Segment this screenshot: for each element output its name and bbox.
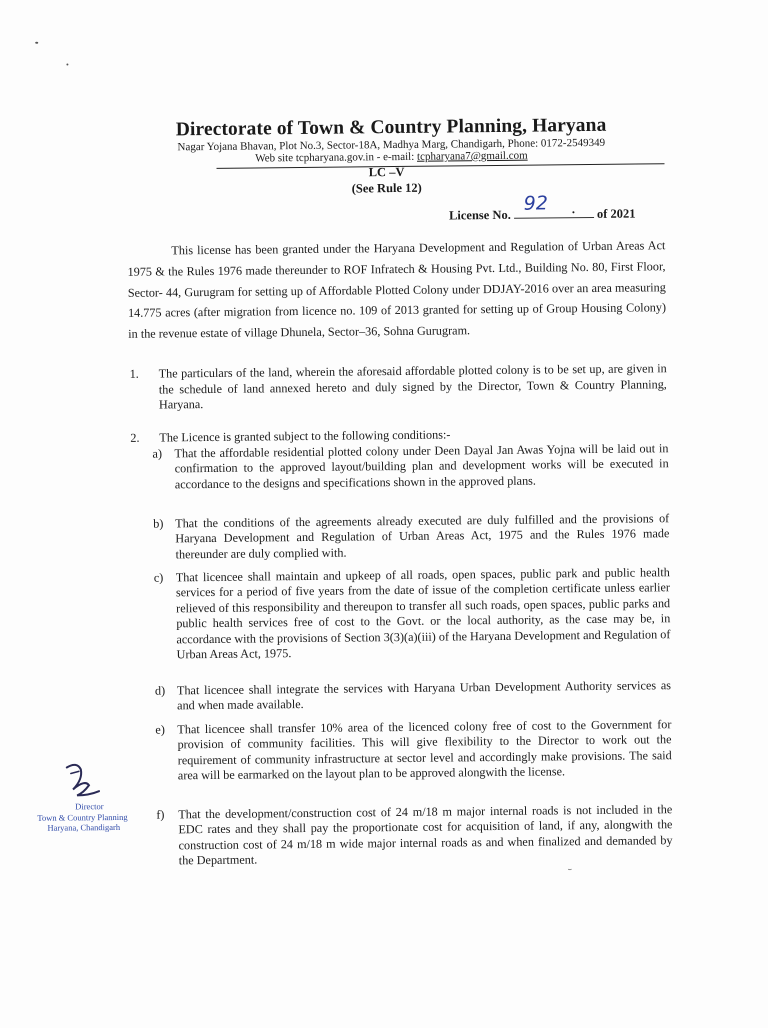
condition-label: c): [153, 570, 164, 585]
intro-paragraph: [127, 235, 666, 345]
license-year: of 2021: [596, 206, 636, 221]
stamp-location: Haryana, Chandigarh: [47, 821, 121, 833]
condition-label: a): [152, 446, 163, 461]
form-name: LC –V: [368, 164, 405, 180]
item-text: The Licence is granted subject to the following conditions:-: [159, 427, 451, 445]
page-title: Directorate of Town & Country Planning, Haryana: [175, 114, 607, 141]
condition-text: That the affordable residential plotted colony under Deen Dayal Jan Awas Yojna will be laid out in confirmation to the approved layout/building plan and development works will be executed in accordance to the designs and specifications shown in the approved plans.: [174, 441, 669, 492]
item-number: 2.: [130, 430, 140, 445]
email-link[interactable]: tcpharyana7@gmail.com: [416, 149, 528, 163]
license-number-field: [514, 192, 594, 219]
stamp-department: Town & Country Planning: [37, 811, 128, 823]
condition-label: e): [155, 722, 165, 737]
condition-text: That the development/construction cost of 24 m/18 m major internal roads is not included in the EDC rates and they shall pay the proportionate cost for acquisition of land, if any, alongwith the construction cost of 24 m/18 m wide major internal roads as and when finalized and demanded by the Department.: [178, 802, 673, 868]
license-label: License No.: [448, 207, 511, 223]
item-text: The particulars of the land, wherein the aforesaid affordable plotted colony is to be set up, are given in the schedule of land annexed hereto and duly signed by the Director, Town & Country Planning, Haryana.: [158, 361, 667, 412]
condition-text: That licencee shall transfer 10% area of the licenced colony free of cost to the Government for provision of community facilities. This will give flexibility to the Director to work out the requirement of community infrastructure at sector level and accordingly make provisions. The said area will be earmarked on the layout plan to be approved alongwith the license.: [177, 717, 672, 783]
license-dot: .: [571, 202, 575, 217]
item-number: 1.: [129, 366, 139, 381]
condition-text: That the conditions of the agreements already executed are duly fulfilled and the provisions of Haryana Development and Regulation of Urban Areas Act, 1975 and the Rules 1976 made thereunder are duly complied with.: [175, 511, 670, 562]
form-rule: (See Rule 12): [351, 180, 422, 196]
license-number-line: [448, 192, 636, 224]
condition-text: That licencee shall integrate the services with Haryana Urban Development Authority services as and when made available.: [176, 678, 672, 713]
pen-mark: [568, 866, 572, 870]
signature-icon: [59, 759, 109, 804]
condition-text: That licencee shall maintain and upkeep of all roads, open spaces, public park and public health services for a period of five years from the date of issue of the completion certificate unless earlier relieved of this responsibility and thereupon to transfer all such roads, open spaces, public parks and public health services free of cost to the Govt. or the local authority, as the case may be, in accordance with the provisions of Section 3(3)(a)(iii) of the Haryana Development and Regulation of Urban Areas Act, 1975.: [175, 565, 671, 662]
license-number-handwritten: 92: [523, 192, 549, 215]
scan-speck: [66, 63, 68, 65]
condition-label: b): [153, 516, 164, 531]
website-text: Web site tcpharyana.gov.in - e-mail:: [255, 150, 418, 165]
condition-label: f): [156, 807, 165, 822]
scan-speck: [35, 42, 38, 44]
office-address: Nagar Yojana Bhavan, Plot No.3, Sector-18A, Madhya Marg, Chandigarh, Phone: 0172-2549349: [177, 136, 606, 154]
intro-text: This license has been granted under the Haryana Development and Regulation of Urban Areas Act 1975 & the Rules 1976 made thereunder to ROF Infratech & Housing Pvt. Ltd., Building No. 80, First Floor, Sector- 44, Gurugram for setting up of Affordable Plotted Colony under DDJAY-2016 over an area measuring 14.775 acres (after migration from licence no. 109 of 2013 granted for setting up of Group Housing Colony) in the revenue estate of village Dhunela, Sector–36, Sohna Gurugram.: [127, 238, 667, 342]
director-stamp: [33, 759, 153, 833]
stamp-designation: Director: [75, 801, 104, 812]
condition-label: d): [154, 683, 166, 698]
